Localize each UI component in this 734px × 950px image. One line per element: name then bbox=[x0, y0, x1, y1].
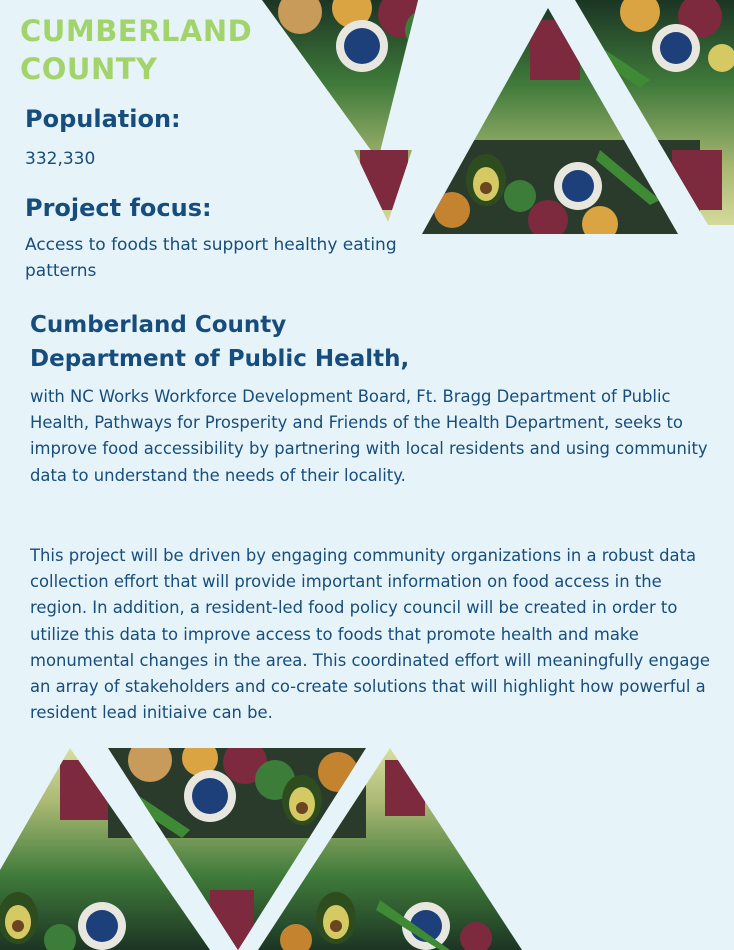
partners-paragraph: with NC Works Workforce Development Board, Ft. Bragg Department of Public Health, Pathways for Prosperity and Friends of the Health Department, seeks to improve food accessibility by partnering with local residents and using community data to understand the needs of their locality. bbox=[30, 387, 708, 485]
county-title-line1: CUMBERLAND bbox=[20, 14, 253, 48]
county-title-line2: COUNTY bbox=[20, 52, 158, 86]
bottom-food-triangles bbox=[0, 738, 534, 950]
top-food-triangles bbox=[250, 0, 734, 242]
department-heading-line2: Department of Public Health, bbox=[30, 346, 410, 372]
population-value: 332,330 bbox=[25, 149, 96, 169]
project-focus-value-line2: patterns bbox=[25, 261, 97, 281]
county-title bbox=[20, 12, 252, 88]
department-heading-line1: Cumberland County bbox=[30, 312, 287, 338]
project-description-paragraph: This project will be driven by engaging community organizations in a robust data collection effort that will provide important information on food access in the region. In addition, a resident-led food policy council will be created in order to utilize this data to improve access to foods that promote health and make monumental changes in the area. This coordinated effort will meaningfully engage an array of stakeholders and co-create solutions that will highlight how powerful a resident lead initiaive can be. bbox=[30, 546, 710, 723]
project-focus-label: Project focus: bbox=[25, 194, 212, 222]
project-focus-value bbox=[25, 232, 397, 284]
department-heading bbox=[30, 308, 409, 376]
population-label: Population: bbox=[25, 105, 181, 133]
project-focus-value-line1: Access to foods that support healthy eating bbox=[25, 235, 397, 255]
